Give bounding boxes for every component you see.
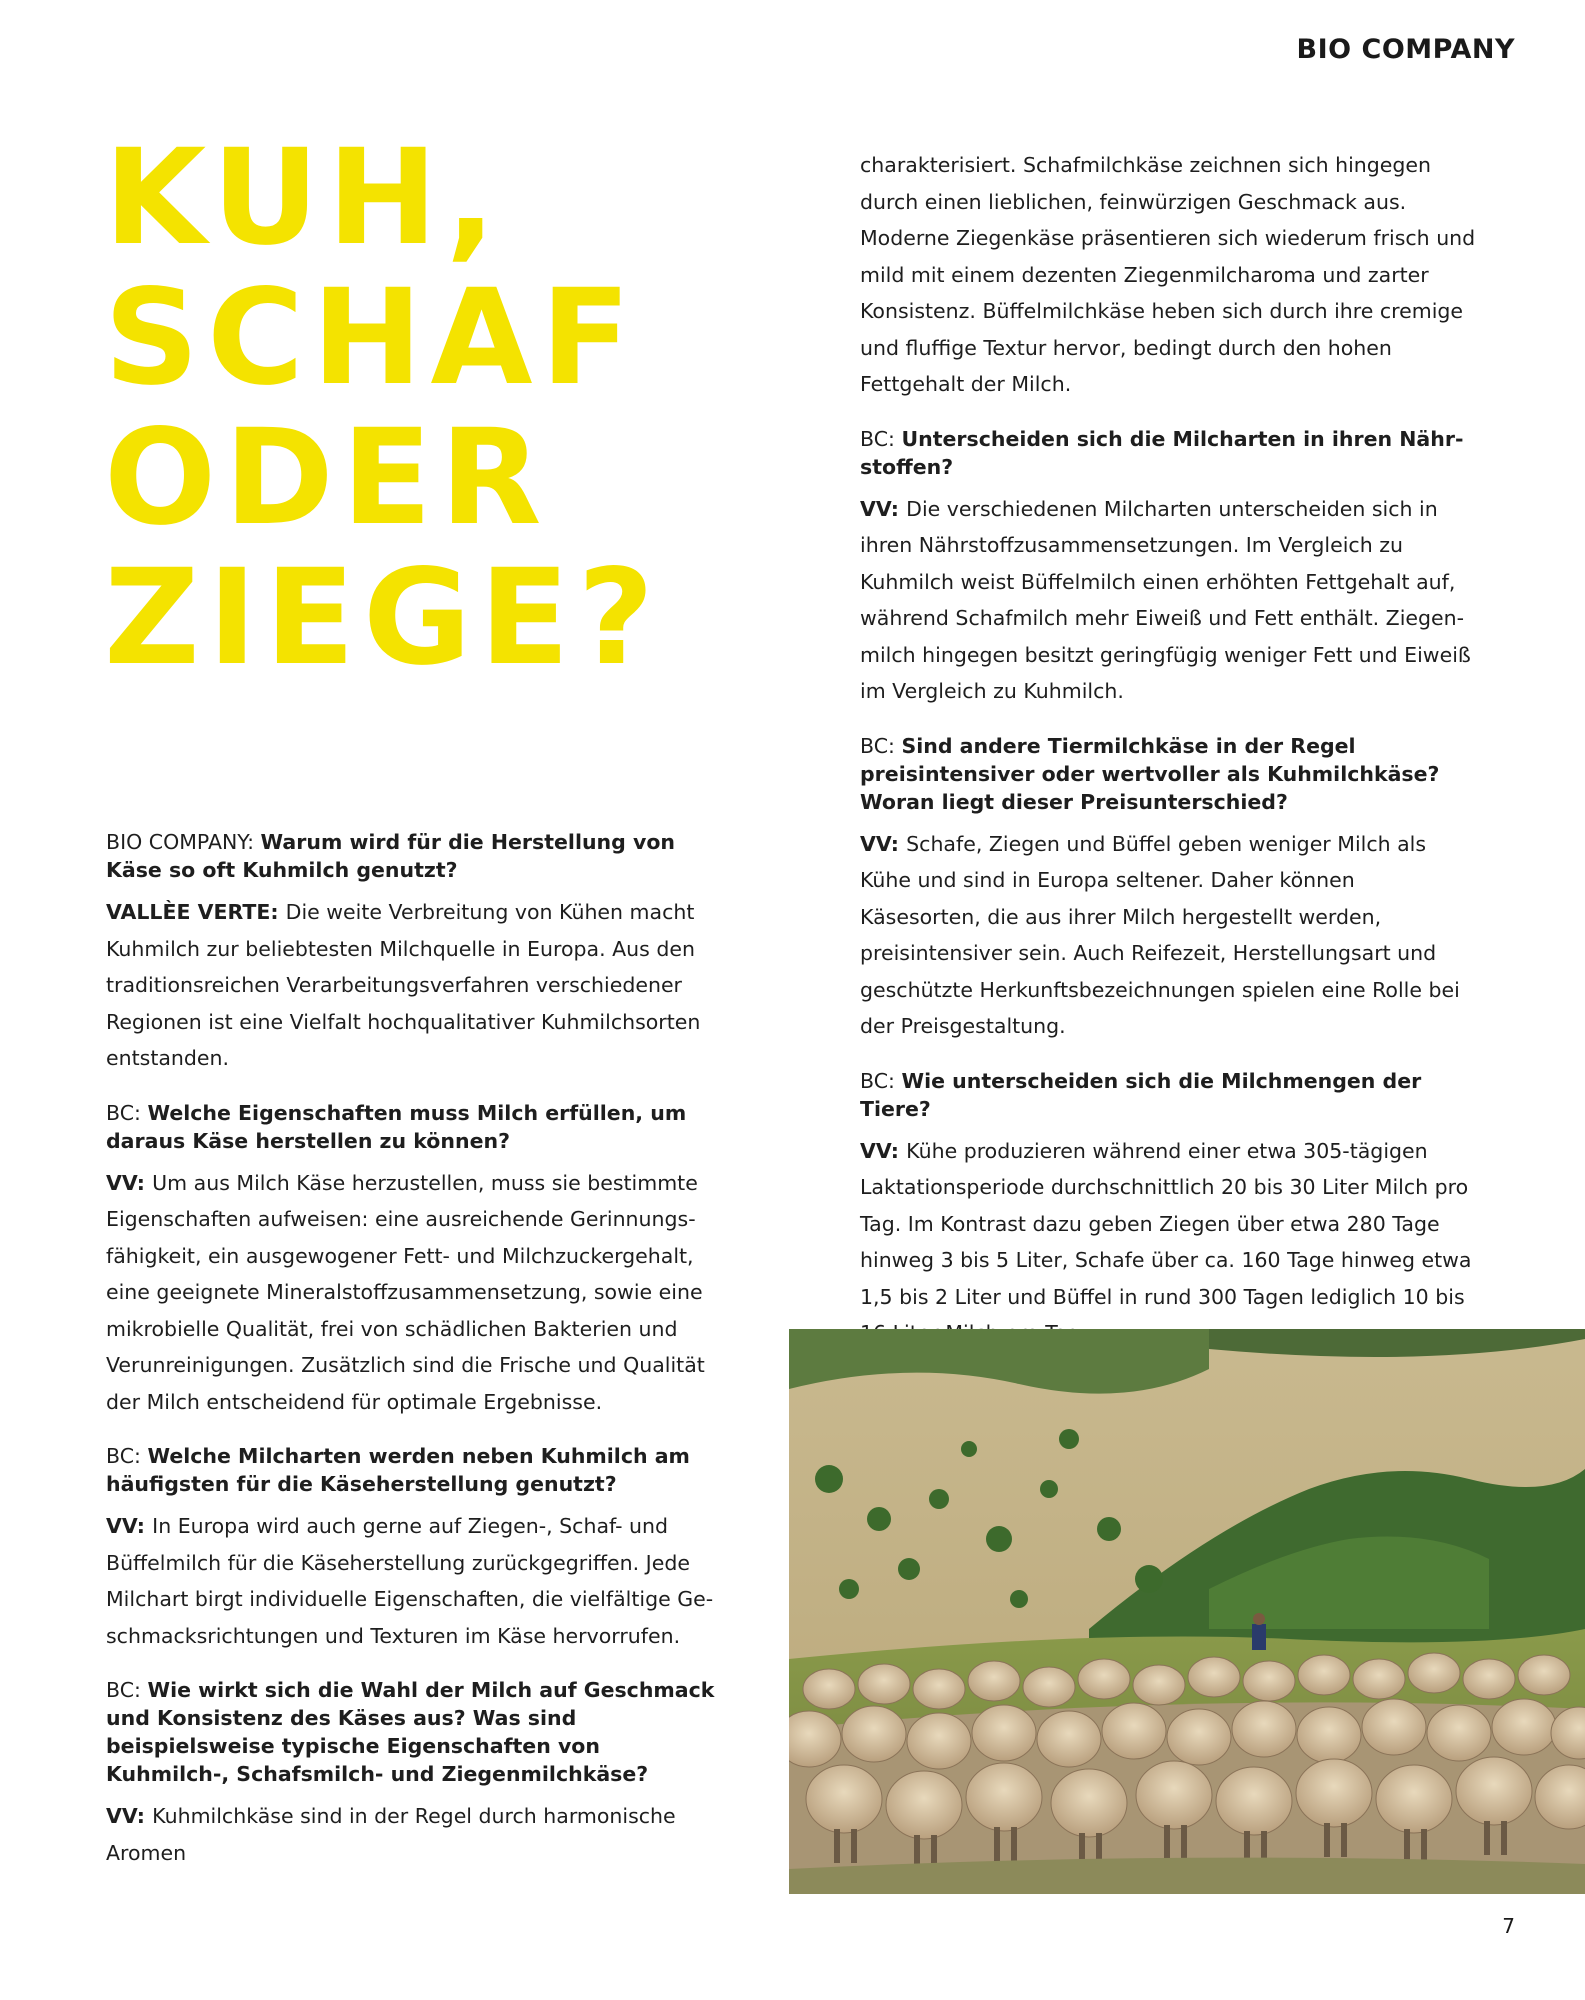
question-4 xyxy=(106,1676,726,1788)
question-text: Welche Milcharten werden neben Kuhmilch am häufigsten für die Käseherstellung genutzt? xyxy=(106,1444,690,1496)
question-label: BC: xyxy=(860,733,902,758)
question-label: BC: xyxy=(106,1444,148,1468)
answer-5 xyxy=(860,491,1480,710)
answer-text: Um aus Milch Käse herzustellen, muss sie bestimmte Eigenschaften aufweisen: eine ausreichende Gerinnungsfähigkeit, ein ausgewogener Fett- und Milchzuckergehalt, eine geeignete Mineralstoffzusammensetzung, sowie eine mikrobielle Qualität, frei von schädlichen Bakterien und Verunreinigungen. Zusätzlich sind die Frische und Qualität der Milch entscheidend für optimale Ergebnisse. xyxy=(106,1170,705,1414)
answer-4-continued: charakterisiert. Schafmilchkäse zeichnen sich hingegen durch einen lieblichen, feinwürzigen Geschmack aus. Moderne Ziegenkäse präsentieren sich wiederum frisch und mild mit einem dezenten Ziegenmilcharoma und zarter Konsistenz. Büffelmilchkäse heben sich durch ihre cremige und fluffige Textur hervor, bedingt durch den hohen Fettgehalt der Milch. xyxy=(860,153,1476,396)
question-3 xyxy=(106,1442,726,1498)
question-text: Unterscheiden sich die Milcharten in ihren Nährstoffen? xyxy=(860,426,1464,479)
question-text: Wie wirkt sich die Wahl der Milch auf Geschmack und Konsistenz des Käses aus? Was sind beispielsweise typische Eigenschaften von Kuhmilch-, Schafsmilch- und Ziegenmilchkäse? xyxy=(106,1678,715,1786)
answer-3 xyxy=(106,1508,726,1654)
answer-text: Schafe, Ziegen und Büffel geben weniger Milch als Kühe und sind in Europa seltener. Daher können Käsesorten, die aus ihrer Milch hergestellt werden, preisintensiver sein. Auch Reifezeit, Herstellungsart und geschützte Herkunftsbezeichnungen spielen eine Rolle bei der Preisgestaltung. xyxy=(860,831,1460,1038)
answer-7 xyxy=(860,1133,1480,1352)
answer-label: VALLÈE VERTE: xyxy=(106,900,286,924)
question-label: BC: xyxy=(106,1100,148,1125)
right-column xyxy=(860,147,1480,1374)
question-1 xyxy=(106,828,726,884)
answer-6 xyxy=(860,826,1480,1045)
answer-text: In Europa wird auch gerne auf Ziegen-, Schaf- und Büffelmilch für die Käseherstellung zurückgegriffen. Jede Milchart birgt individuelle Eigenschaften, die vielfältige Geschmacksrichtungen und Texturen im Käse hervorrufen. xyxy=(106,1514,714,1648)
question-6 xyxy=(860,732,1480,816)
answer-text: Kuhmilchkäse sind in der Regel durch harmonische Aromen xyxy=(106,1804,676,1865)
headline xyxy=(104,121,744,695)
headline-line-1: KUH, xyxy=(104,121,504,275)
answer-label: VV: xyxy=(860,1138,907,1163)
answer-label: VV: xyxy=(106,1804,153,1828)
question-text: Sind andere Tiermilchkäse in der Regel preisintensiver oder wertvoller als Kuhmilchkäse? Woran liegt dieser Preisunterschied? xyxy=(860,733,1440,814)
answer-4 xyxy=(106,1798,726,1871)
question-label: BC: xyxy=(106,1678,148,1702)
question-7 xyxy=(860,1067,1480,1123)
question-text: Welche Eigenschaften muss Milch erfüllen, um daraus Käse herstellen zu können? xyxy=(106,1100,687,1153)
question-label: BC: xyxy=(860,1068,902,1093)
answer-text: Kühe produzieren während einer etwa 305-tägigen Laktationsperiode durchschnittlich 20 bis 30 Liter Milch pro Tag. Im Kontrast dazu geben Ziegen über etwa 280 Tage hinweg 3 bis 5 Liter, Schafe über ca. 160 Tage hinweg etwa 1,5 bis 2 Liter und Büffel in rund 300 Tagen lediglich 10 bis xyxy=(860,1138,1472,1309)
brand-name: BIO COMPANY xyxy=(1296,34,1515,65)
answer-text: Die verschiedenen Milcharten unterscheiden sich in ihren Nährstoffzusammensetzungen. Im Vergleich zu Kuhmilch weist Büffelmilch einen erhöhten Fettgehalt auf, während Schafmilch mehr Eiweiß und Fett enthält. Ziegenmilch hingegen besitzt geringfügig weniger Fett und Eiweiß im Vergleich zu Kuhmilch. xyxy=(860,496,1471,703)
answer-2 xyxy=(106,1165,726,1421)
answer-label: VV: xyxy=(106,1170,153,1195)
question-2 xyxy=(106,1099,726,1155)
question-label: BC: xyxy=(860,426,902,451)
question-label: BIO COMPANY: xyxy=(106,830,261,854)
headline-line-3: ODER xyxy=(104,401,550,555)
answer-label: VV: xyxy=(860,831,907,856)
left-column xyxy=(106,828,726,1893)
headline-line-2: SCHAF xyxy=(104,261,639,415)
answer-label: VV: xyxy=(106,1514,153,1538)
page-number: 7 xyxy=(1502,1914,1515,1938)
sheep-herd-photo xyxy=(789,1329,1585,1894)
answer-1 xyxy=(106,894,726,1077)
question-text: Wie unterscheiden sich die Milchmengen der Tiere? xyxy=(860,1068,1422,1121)
question-text: Warum wird für die Herstellung von Käse so oft Kuhmilch genutzt? xyxy=(106,830,676,882)
headline-line-4: ZIEGE? xyxy=(104,541,663,695)
answer-label: VV: xyxy=(860,496,907,521)
sheep-herd-illustration xyxy=(789,1329,1585,1894)
answer-text: Die weite Verbreitung von Kühen macht Kuhmilch zur beliebtesten Milchquelle in Europa. Aus den traditionsreichen Verarbeitungsverfahren verschiedener Regionen ist eine Vielfalt hochqualitativer Kuhmilchsorten entstanden. xyxy=(106,900,701,1070)
question-5 xyxy=(860,425,1480,481)
